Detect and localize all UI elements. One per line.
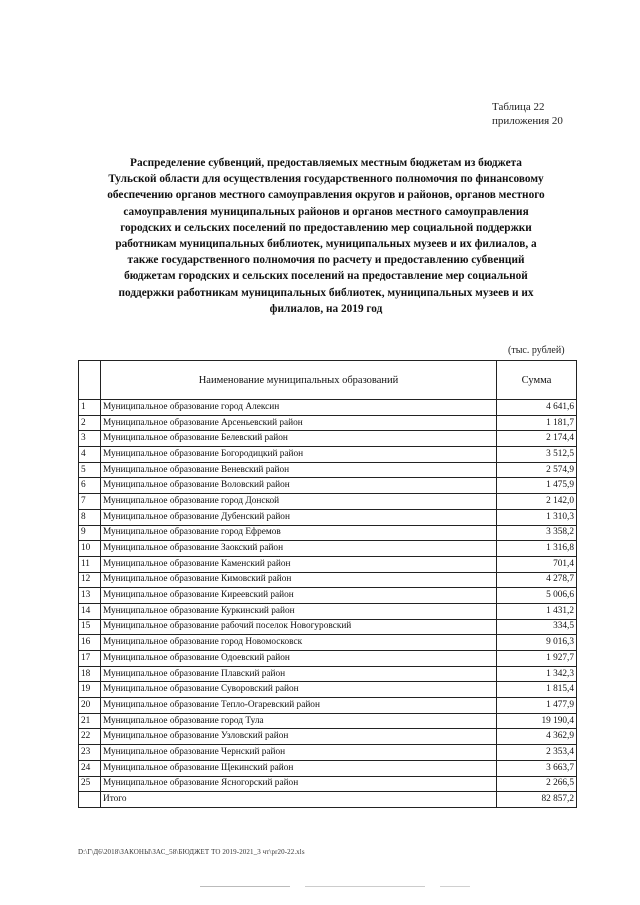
row-number: 23: [79, 745, 101, 761]
row-number: 12: [79, 572, 101, 588]
title-line: филиалов, на 2019 год: [269, 302, 383, 315]
table-header-row: [79, 361, 577, 400]
table-row: [79, 651, 577, 667]
header-municipality: Наименование муниципальных образований: [101, 361, 497, 400]
amount-value: 19 190,4: [497, 713, 577, 729]
table-row: [79, 635, 577, 651]
row-number: 15: [79, 619, 101, 635]
amount-value: 1 181,7: [497, 415, 577, 431]
row-number: 4: [79, 447, 101, 463]
municipality-name: Муниципальное образование Одоевский район: [101, 651, 497, 667]
amount-value: 9 016,3: [497, 635, 577, 651]
amount-value: 334,5: [497, 619, 577, 635]
table-number: Таблица 22: [492, 101, 545, 113]
amount-value: 2 142,0: [497, 494, 577, 510]
table-row: [79, 698, 577, 714]
amount-value: 1 310,3: [497, 509, 577, 525]
amount-value: 1 342,3: [497, 666, 577, 682]
title-line: Распределение субвенций, предоставляемых местным бюджетам из бюджета: [130, 157, 522, 169]
table-row: [79, 556, 577, 572]
title-line: обеспечению органов местного самоуправления округов и районов, органов местного: [107, 189, 545, 202]
row-number: 25: [79, 776, 101, 792]
total-row: [79, 792, 577, 808]
table-row: [79, 431, 577, 447]
title-line: городских и сельских поселений по предоставлению мер социальной поддержки: [120, 221, 532, 234]
municipality-name: Муниципальное образование Белевский район: [101, 431, 497, 447]
amount-value: 5 006,6: [497, 588, 577, 604]
row-number: 18: [79, 666, 101, 682]
title-line: также государственного полномочия по расчету и предоставлению субвенций: [127, 254, 525, 267]
row-number: 13: [79, 588, 101, 604]
header-number: [79, 361, 101, 400]
scan-artifact: [440, 886, 470, 887]
municipality-name: Муниципальное образование Киреевский район: [101, 588, 497, 604]
table-row: [79, 525, 577, 541]
amount-value: 3 512,5: [497, 447, 577, 463]
municipality-name: Муниципальное образование город Донской: [101, 494, 497, 510]
table-row: [79, 619, 577, 635]
title-line: самоуправления муниципальных районов и органов местного самоуправления: [123, 205, 529, 218]
amount-value: 1 431,2: [497, 603, 577, 619]
municipality-name: Муниципальное образование Щекинский район: [101, 760, 497, 776]
amount-value: 1 475,9: [497, 478, 577, 494]
row-number: 8: [79, 509, 101, 525]
table-row: [79, 447, 577, 463]
table-row: [79, 415, 577, 431]
scan-artifact: [305, 886, 425, 887]
table-row: [79, 760, 577, 776]
total-amount: 82 857,2: [497, 792, 577, 808]
amount-value: 1 316,8: [497, 541, 577, 557]
municipality-name: Муниципальное образование Чернский район: [101, 745, 497, 761]
municipality-name: Муниципальное образование Плавский район: [101, 666, 497, 682]
row-number: 16: [79, 635, 101, 651]
municipality-name: Муниципальное образование город Новомосковск: [101, 635, 497, 651]
amount-value: 3 358,2: [497, 525, 577, 541]
municipality-name: Муниципальное образование Тепло-Огаревский район: [101, 698, 497, 714]
table-row: [79, 572, 577, 588]
municipality-name: Муниципальное образование Дубенский район: [101, 509, 497, 525]
amount-value: 1 477,9: [497, 698, 577, 714]
municipality-name: Муниципальное образование город Ефремов: [101, 525, 497, 541]
municipality-name: Муниципальное образование Кимовский район: [101, 572, 497, 588]
title-line: работникам муниципальных библиотек, муниципальных музеев и их филиалов, а: [115, 238, 537, 251]
municipality-name: Муниципальное образование Заокский район: [101, 541, 497, 557]
row-number: 21: [79, 713, 101, 729]
municipality-name: Муниципальное образование Куркинский район: [101, 603, 497, 619]
row-number: 7: [79, 494, 101, 510]
amount-value: 4 278,7: [497, 572, 577, 588]
amount-value: 2 266,5: [497, 776, 577, 792]
table-row: [79, 462, 577, 478]
row-number: 14: [79, 603, 101, 619]
row-number: 6: [79, 478, 101, 494]
title-line: бюджетам городских и сельских поселений на предоставление мер социальной: [124, 270, 528, 283]
table-row: [79, 666, 577, 682]
total-number: [79, 792, 101, 808]
table-row: [79, 541, 577, 557]
document-title: [80, 155, 572, 317]
municipality-name: Муниципальное образование Богородицкий район: [101, 447, 497, 463]
amount-value: 4 641,6: [497, 400, 577, 416]
amount-value: 3 663,7: [497, 760, 577, 776]
row-number: 22: [79, 729, 101, 745]
file-path-footer: D:\Г\Д6\2018\ЗАКОНЫ\ЗАС_58\БЮДЖЕТ ТО 2019-2021_3 чт\pr20-22.xls: [78, 848, 305, 856]
amount-value: 2 353,4: [497, 745, 577, 761]
table-row: [79, 682, 577, 698]
scan-artifact: [200, 886, 290, 887]
row-number: 9: [79, 525, 101, 541]
table-row: [79, 776, 577, 792]
row-number: 10: [79, 541, 101, 557]
units-label: (тыс. рублей): [508, 345, 565, 356]
table-row: [79, 729, 577, 745]
table-row: [79, 603, 577, 619]
row-number: 20: [79, 698, 101, 714]
table-row: [79, 588, 577, 604]
row-number: 11: [79, 556, 101, 572]
row-number: 1: [79, 400, 101, 416]
title-line: Тульской области для осуществления государственного полномочия по финансовому: [108, 173, 544, 186]
subventions-table: [78, 360, 577, 808]
table-row: [79, 745, 577, 761]
municipality-name: Муниципальное образование рабочий поселок Новогуровский: [101, 619, 497, 635]
table-row: [79, 494, 577, 510]
total-label: Итого: [101, 792, 497, 808]
row-number: 24: [79, 760, 101, 776]
municipality-name: Муниципальное образование Узловский район: [101, 729, 497, 745]
row-number: 2: [79, 415, 101, 431]
row-number: 3: [79, 431, 101, 447]
table-row: [79, 400, 577, 416]
amount-value: 2 174,4: [497, 431, 577, 447]
appendix-number: приложения 20: [492, 115, 563, 127]
municipality-name: Муниципальное образование Веневский район: [101, 462, 497, 478]
amount-value: 1 815,4: [497, 682, 577, 698]
municipality-name: Муниципальное образование Воловский район: [101, 478, 497, 494]
municipality-name: Муниципальное образование город Тула: [101, 713, 497, 729]
amount-value: 1 927,7: [497, 651, 577, 667]
table-row: [79, 478, 577, 494]
row-number: 17: [79, 651, 101, 667]
amount-value: 2 574,9: [497, 462, 577, 478]
title-line: поддержки работникам муниципальных библиотек, муниципальных музеев и их: [118, 286, 534, 299]
row-number: 19: [79, 682, 101, 698]
table-row: [79, 713, 577, 729]
municipality-name: Муниципальное образование город Алексин: [101, 400, 497, 416]
municipality-name: Муниципальное образование Арсеньевский район: [101, 415, 497, 431]
table-row: [79, 509, 577, 525]
municipality-name: Муниципальное образование Каменский район: [101, 556, 497, 572]
header-amount: Сумма: [497, 361, 577, 400]
amount-value: 701,4: [497, 556, 577, 572]
municipality-name: Муниципальное образование Суворовский район: [101, 682, 497, 698]
table-reference: [492, 100, 563, 128]
amount-value: 4 362,9: [497, 729, 577, 745]
row-number: 5: [79, 462, 101, 478]
municipality-name: Муниципальное образование Ясногорский район: [101, 776, 497, 792]
